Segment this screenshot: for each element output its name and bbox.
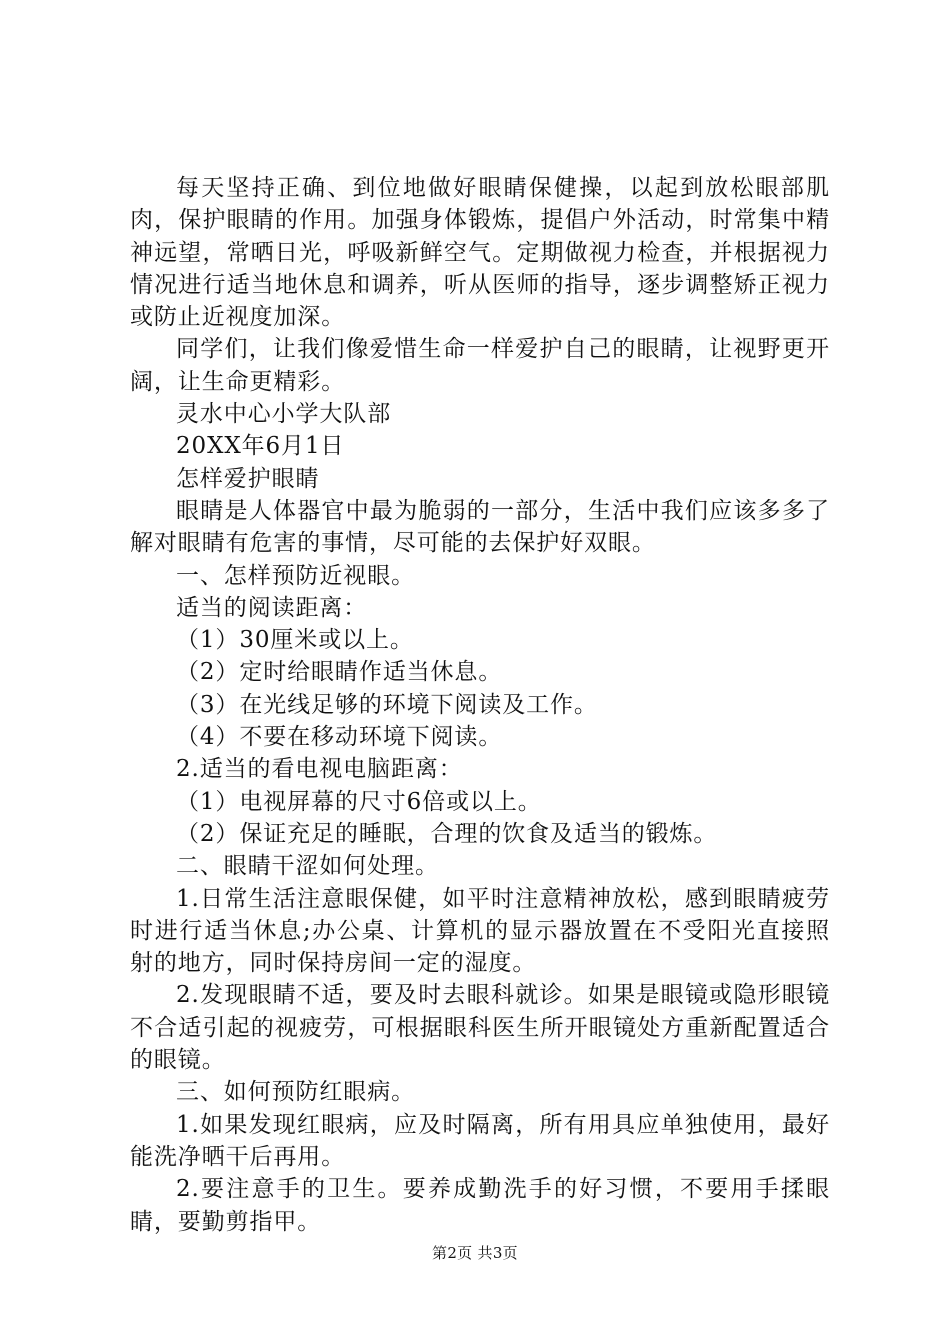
signature-date: 20XX年6月1日 [176,433,345,460]
subheading-reading-distance: 适当的阅读距离： [176,594,368,621]
paragraph-closing-appeal: 同学们，让我们像爱惜生命一样爱护自己的眼睛，让视野更开阔，让生命更精彩。 [130,336,830,395]
heading-prevent-myopia: 一、怎样预防近视眼。 [176,562,415,589]
subheading-screen-distance: 2.适当的看电视电脑距离： [176,756,463,783]
paragraph-eye-exercises: 每天坚持正确、到位地做好眼睛保健操，以起到放松眼部肌肉，保护眼睛的作用。加强身体锻炼，提倡户外活动，时常集中精神远望，常晒日光，呼吸新鲜空气。定期做视力检查，并根据视力情况进行适当地休息和调养，听从医师的指导，逐步调整矫正视力或防止近视度加深。 [130,175,830,331]
paragraph-dry-eyes-2: 2.发现眼睛不适，要及时去眼科就诊。如果是眼镜或隐形眼镜不合适引起的视疲劳，可根据眼科医生所开眼镜处方重新配置适合的眼镜。 [130,982,830,1074]
paragraph-pink-eye-1: 1.如果发现红眼病，应及时隔离，所有用具应单独使用，最好能洗净晒干后再用。 [130,1111,830,1170]
list-item: （3）在光线足够的环境下阅读及工作。 [176,691,598,718]
section-title: 怎样爱护眼睛 [176,465,320,492]
document-body [130,172,830,1238]
list-item: （1）电视屏幕的尺寸6倍或以上。 [176,788,542,815]
page-number: 第2页 共3页 [432,1244,518,1262]
page-footer [0,1243,950,1263]
paragraph-dry-eyes-1: 1.日常生活注意眼保健，如平时注意精神放松，感到眼睛疲劳时进行适当休息;办公桌、计算机的显示器放置在不受阳光直接照射的地方，同时保持房间一定的湿度。 [130,885,830,977]
heading-pink-eye: 三、如何预防红眼病。 [176,1079,415,1106]
list-item: （1）30厘米或以上。 [176,627,414,654]
list-item: （4）不要在移动环境下阅读。 [176,724,503,751]
list-item: （2）定时给眼睛作适当休息。 [176,659,503,686]
heading-dry-eyes: 二、眼睛干涩如何处理。 [176,853,439,880]
list-item: （2）保证充足的睡眠，合理的饮食及适当的锻炼。 [176,820,718,847]
paragraph-intro: 眼睛是人体器官中最为脆弱的一部分，生活中我们应该多多了解对眼睛有危害的事情，尽可能的去保护好双眼。 [130,497,830,557]
signature-organization: 灵水中心小学大队部 [176,401,392,428]
paragraph-pink-eye-2: 2.要注意手的卫生。要养成勤洗手的好习惯，不要用手揉眼睛，要勤剪指甲。 [130,1176,830,1235]
